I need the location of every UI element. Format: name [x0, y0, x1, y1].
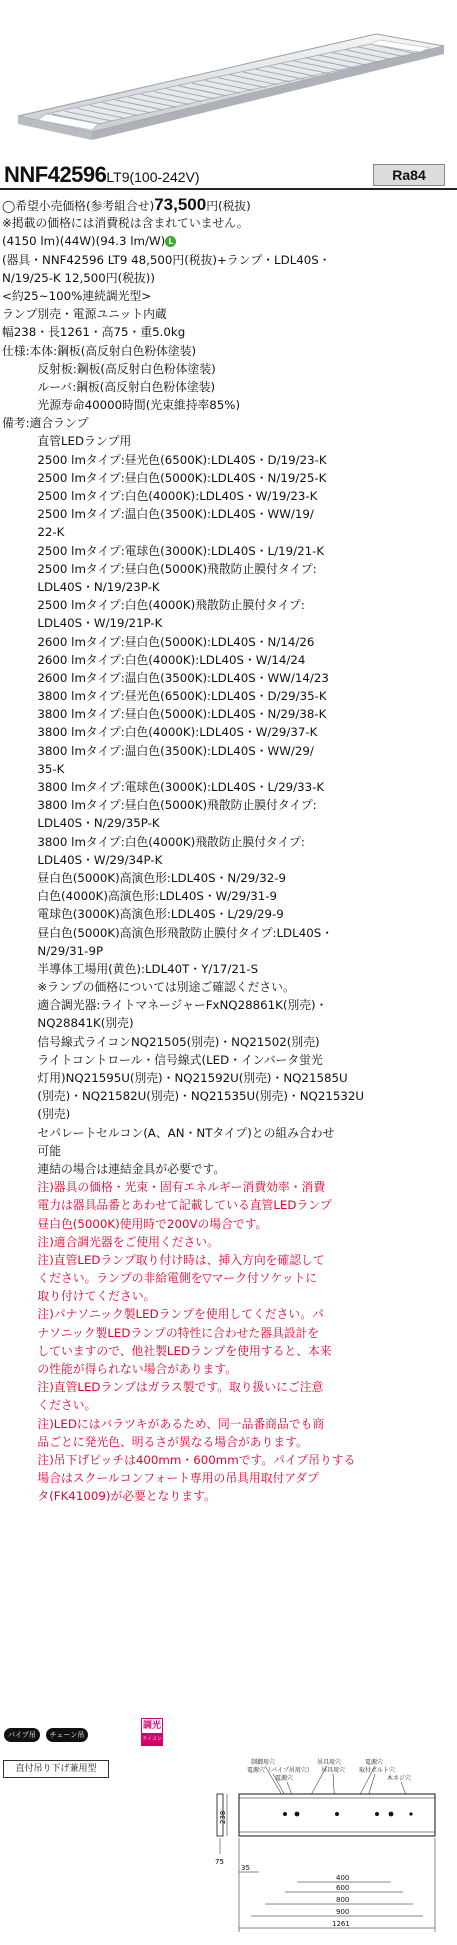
spec-line-text: 昼白色(5000K)使用時で200Vの場合です。 [2, 1216, 268, 1231]
spec-line-text: ランプ別売・電源ユニット内蔵 [2, 307, 167, 322]
spec-line-text: 信号線式ライコンNQ21505(別売)・NQ21502(別売) [2, 1034, 320, 1049]
spec-line-text: 2600 lmタイプ:白色(4000K):LDL40S・W/14/24 [2, 652, 306, 667]
product-photo [0, 0, 457, 160]
spec-line [2, 232, 455, 250]
spec-line [2, 960, 455, 978]
pipe-hang-icon: パイプ吊 [4, 1728, 40, 1742]
spec-line [2, 414, 455, 432]
spec-line [2, 905, 455, 923]
note-line [2, 1469, 455, 1487]
spec-line [2, 396, 455, 414]
spec-line-text: 3800 lmタイプ:昼白色(5000K)飛散防止膜付タイプ: [2, 798, 317, 813]
spec-line [2, 887, 455, 905]
spec-line [2, 1069, 455, 1087]
spec-line-text: 昼白色(5000K)高演色形:LDL40S・N/29/32-9 [2, 870, 286, 885]
spec-line-text: 2500 lmタイプ:白色(4000K)飛散防止膜付タイプ: [2, 598, 305, 613]
product-header [0, 160, 457, 190]
note-line [2, 1378, 455, 1396]
spec-line [2, 251, 455, 269]
spec-line [2, 614, 455, 632]
spec-line-text: LDL40S・N/19/23P-K [2, 579, 160, 594]
model-suffix: LT9(100-242V) [106, 169, 200, 185]
spec-line-text: (器具・NNF42596 LT9 48,500円(税抜)+ランプ・LDL40S・ [2, 252, 331, 267]
spec-line-text: LDL40S・W/29/34P-K [2, 852, 163, 867]
note-line [2, 1251, 455, 1269]
spec-line-text: 2500 lmタイプ:昼光色(6500K):LDL40S・D/19/23-K [2, 452, 327, 467]
spec-line-text: 注)器具の価格・光束・固有エネルギー消費効率・消費 [2, 1180, 326, 1195]
spec-line-text: 3800 lmタイプ:温白色(3500K):LDL40S・WW/29/ [2, 743, 314, 758]
note-line [2, 1269, 455, 1287]
spec-line-text: 3800 lmタイプ:電球色(3000K):LDL40S・L/29/33-K [2, 780, 325, 794]
note-line [2, 1324, 455, 1342]
spec-line-text: 備考:適合ランプ [2, 416, 89, 431]
spec-line [2, 542, 455, 560]
spec-line-text: 品ごとに発光色、明るさが異なる場合があります。 [2, 1434, 308, 1449]
label-seigyo-hole: 制御用穴 [251, 1759, 276, 1766]
spec-line-text: 3800 lmタイプ:昼光色(6500K):LDL40S・D/29/35-K [2, 689, 327, 704]
price-suffix: 円(税抜) [206, 199, 251, 213]
spec-line-text: 注)直管LEDランプ取り付け時は、挿入方向を確認して [2, 1252, 325, 1267]
dimming-icon-label: 調光 [142, 1721, 161, 1731]
spec-line-text: ください。 [2, 1398, 97, 1413]
spec-line-text: 2500 lmタイプ:温白色(3500K):LDL40S・WW/19/ [2, 507, 314, 522]
spec-line-text: LDL40S・W/19/21P-K [2, 616, 163, 631]
spec-line [2, 1160, 455, 1178]
spec-line [2, 451, 455, 469]
chain-hang-icon: チェーン吊 [46, 1728, 88, 1742]
spec-line-text: 灯用)NQ21595U(別売)・NQ21592U(別売)・NQ21585U [2, 1071, 348, 1085]
note-line [2, 1433, 455, 1451]
spec-line [2, 560, 455, 578]
note-line [2, 1196, 455, 1214]
spec-line-text: 2500 lmタイプ:昼白色(5000K):LDL40S・N/19/25-K [2, 470, 327, 485]
spec-line-text: 22-K [2, 525, 65, 540]
spec-line-text: 3800 lmタイプ:白色(4000K)飛散防止膜付タイプ: [2, 834, 305, 849]
spec-line-text: 光源寿命40000時間(光束維持率85%) [2, 398, 241, 413]
spec-line-text: ※ランプの価格については別途ご確認ください。 [2, 980, 295, 995]
spec-line-text: 幅238・長1261・高75・重5.0kg [2, 325, 186, 340]
spec-line [2, 505, 455, 523]
note-line [2, 1415, 455, 1433]
label-wood-screw-hole: 木ネジ穴 [387, 1775, 412, 1782]
spec-line-text: セパレートセルコン(A、AN・NTタイプ)との組み合わせ [2, 1125, 335, 1140]
label-power-hole-right: 電源穴 [365, 1759, 384, 1766]
spec-line-text: 注)適合調光器をご使用ください。 [2, 1234, 219, 1249]
spec-line-text: 注)LEDにはバラツキがあるため、同一品番商品でも商 [2, 1416, 325, 1431]
spec-line-text: 連結の場合は連結金具が必要です。 [2, 1161, 226, 1176]
spec-line [2, 1051, 455, 1069]
dim-35: 35 [241, 1864, 250, 1872]
spec-line-text: ライトコントロール・信号線式(LED・インバータ蛍光 [2, 1052, 323, 1067]
spec-line-text: 取り付けてください。 [2, 1289, 156, 1304]
note-line [2, 1215, 455, 1233]
spec-line-text: 注)直管LEDランプはガラス製です。取り扱いにご注意 [2, 1380, 324, 1395]
spec-line-text: 仕様:本体:鋼板(高反射白色粉体塗装) [2, 343, 197, 358]
label-power-hole: 電源穴 [275, 1775, 294, 1782]
spec-line-text: の性能が得られない場合があります。 [2, 1362, 237, 1376]
note-line [2, 1396, 455, 1414]
note-line [2, 1451, 455, 1469]
dimension-diagram [215, 1754, 457, 1945]
spec-line [2, 996, 455, 1014]
spec-line [2, 432, 455, 450]
spec-line-text: していますので、他社製LEDランプを使用すると、本来 [2, 1343, 332, 1358]
note-line [2, 1178, 455, 1196]
dim-width: 238 [219, 1810, 227, 1824]
spec-line-text: NQ28841K(別売) [2, 1016, 134, 1031]
dimming-icon-sublabel: ライコン対応 [142, 1733, 162, 1745]
spec-line [2, 796, 455, 814]
spec-line-text: (別売)・NQ21582U(別売)・NQ21535U(別売)・NQ21532U [2, 1089, 364, 1104]
spec-lines [2, 214, 455, 1505]
spec-text [2, 196, 455, 1506]
spec-line [2, 687, 455, 705]
spec-line-text: 3800 lmタイプ:白色(4000K):LDL40S・W/29/37-K [2, 725, 318, 740]
spec-line-text: 場合はスクールコンフォート専用の吊具用取付アダプ [2, 1471, 319, 1486]
dim-1261: 1261 [332, 1920, 350, 1928]
feature-icons [4, 1718, 304, 1754]
spec-line [2, 760, 455, 778]
note-line [2, 1287, 455, 1305]
spec-line [2, 487, 455, 505]
label-hang-hole: 吊具用穴 [321, 1767, 346, 1774]
mount-type-box: 直付吊り下げ兼用型 [3, 1760, 109, 1778]
spec-line-text: 白色(4000K)高演色形:LDL40S・W/29/31-9 [2, 889, 278, 904]
spec-line [2, 1124, 455, 1142]
spec-line [2, 214, 455, 232]
spec-line-text: <約25~100%連続調光型> [2, 288, 152, 303]
spec-line [2, 924, 455, 942]
spec-line [2, 742, 455, 760]
note-line [2, 1233, 455, 1251]
dim-800: 800 [336, 1896, 350, 1904]
spec-line [2, 851, 455, 869]
label-hang-hole-top: 吊具用穴 [317, 1759, 342, 1766]
spec-line-text: 可能 [2, 1143, 61, 1158]
model-code: NNF42596 [4, 162, 107, 187]
spec-line [2, 1142, 455, 1160]
spec-line [2, 1087, 455, 1105]
note-line [2, 1342, 455, 1360]
spec-line-text: N/29/31-9P [2, 943, 104, 958]
label-mount-bolt-hole: 取付ボルト穴 [359, 1767, 396, 1774]
note-line [2, 1305, 455, 1323]
dim-400: 400 [336, 1874, 350, 1882]
spec-line [2, 633, 455, 651]
spec-line-text: LDL40S・N/29/35P-K [2, 816, 160, 831]
spec-line [2, 596, 455, 614]
note-line [2, 1487, 455, 1505]
spec-line-text: 反射板:鋼板(高反射白色粉体塗装) [2, 361, 216, 376]
spec-line-text: 注)吊下げピッチは400mm・600mmです。パイプ吊りする [2, 1452, 356, 1467]
eco-leaf-icon: L [165, 236, 176, 247]
spec-line [2, 1105, 455, 1123]
spec-line-text: 注)パナソニック製LEDランプを使用してください。パ [2, 1307, 324, 1322]
spec-line [2, 778, 455, 796]
spec-line [2, 305, 455, 323]
spec-line [2, 651, 455, 669]
spec-line [2, 1014, 455, 1032]
spec-line-text: 2500 lmタイプ:昼白色(5000K)飛散防止膜付タイプ: [2, 561, 317, 576]
spec-line [2, 523, 455, 541]
spec-line-text: 半導体工場用(黄色):LDL40T・Y/17/21-S [2, 961, 259, 976]
spec-line [2, 469, 455, 487]
dimming-icon [141, 1718, 163, 1754]
dim-600: 600 [336, 1884, 350, 1892]
spec-line [2, 669, 455, 687]
spec-line [2, 287, 455, 305]
price-line [2, 196, 455, 214]
spec-line-text: N/19/25-K 12,500円(税抜)) [2, 270, 156, 285]
spec-line [2, 1033, 455, 1051]
spec-line-text: 昼白色(5000K)高演色形飛散防止膜付タイプ:LDL40S・ [2, 925, 334, 940]
dim-900: 900 [336, 1908, 350, 1916]
spec-line [2, 323, 455, 341]
spec-line [2, 360, 455, 378]
spec-line-text: タ(FK41009)が必要となります。 [2, 1489, 216, 1504]
spec-line [2, 378, 455, 396]
spec-line-text: ください。ランプの非給電側を▽マーク付ソケットに [2, 1271, 318, 1286]
spec-line-text: 2600 lmタイプ:昼白色(5000K):LDL40S・N/14/26 [2, 634, 315, 649]
spec-line-text: 3800 lmタイプ:昼白色(5000K):LDL40S・N/29/38-K [2, 707, 327, 722]
model-number [4, 162, 200, 188]
spec-line [2, 978, 455, 996]
spec-line [2, 869, 455, 887]
price-value: 73,500 [154, 195, 207, 214]
spec-line-text: 適合調光器:ライトマネージャーFxNQ28861K(別売)・ [2, 998, 328, 1013]
note-line [2, 1360, 455, 1378]
spec-line-text: 2500 lmタイプ:電球色(3000K):LDL40S・L/19/21-K [2, 543, 325, 558]
spec-line [2, 705, 455, 723]
spec-line-text: 直管LEDランプ用 [2, 434, 132, 449]
spec-line-text: 2600 lmタイプ:温白色(3500K):LDL40S・WW/14/23 [2, 670, 329, 685]
spec-line [2, 833, 455, 851]
spec-line [2, 723, 455, 741]
spec-line-text: ナソニック製LEDランプの特性に合わせた器具設計を [2, 1325, 320, 1340]
spec-line-text: ルーバ:鋼板(高反射白色粉体塗装) [2, 379, 216, 394]
label-power-hole-pipe: 電源穴（パイプ吊用穴） [247, 1767, 313, 1774]
spec-line [2, 342, 455, 360]
spec-line-text: (別売) [2, 1107, 71, 1122]
ra-badge: Ra84 [373, 164, 445, 186]
spec-line-text: 電球色(3000K)高演色形:LDL40S・L/29/29-9 [2, 907, 284, 922]
spec-line-text: 35-K [2, 761, 65, 776]
spec-line [2, 269, 455, 287]
spec-line [2, 578, 455, 596]
spec-line-text: 電力は器具品番とあわせて記載している直管LEDランプ [2, 1198, 332, 1213]
spec-line [2, 814, 455, 832]
spec-line-text: (4150 lm)(44W)(94.3 lm/W) [2, 234, 166, 249]
price-prefix: ◯希望小売価格(参考組合せ) [2, 199, 155, 213]
dim-height: 75 [215, 1858, 224, 1866]
spec-line [2, 942, 455, 960]
spec-line-text: ※掲載の価格には消費税は含まれていません。 [2, 216, 249, 231]
spec-line-text: 2500 lmタイプ:白色(4000K):LDL40S・W/19/23-K [2, 489, 318, 503]
